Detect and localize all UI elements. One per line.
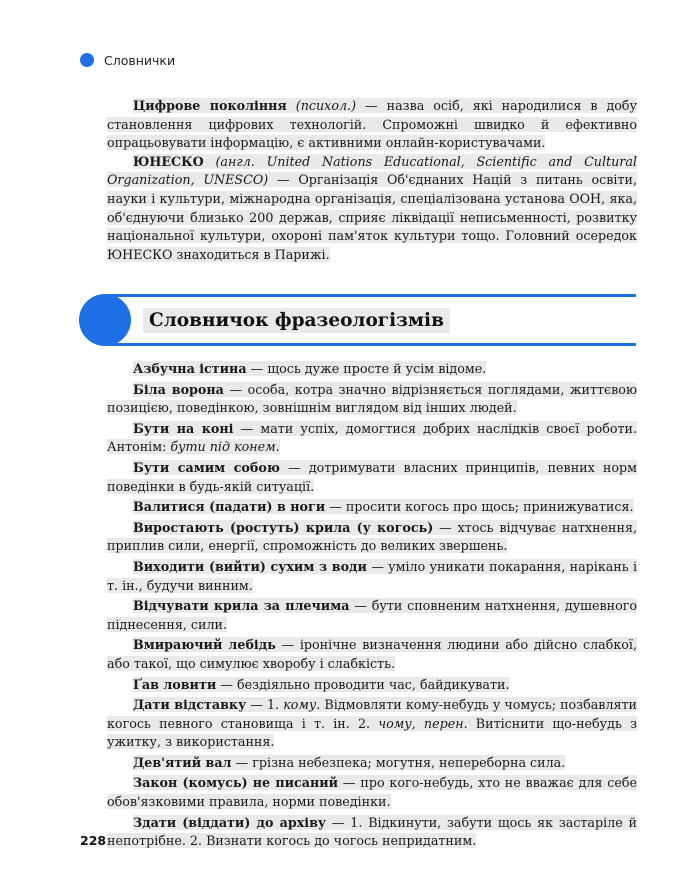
definition-term: Цифрове покоління	[133, 98, 287, 113]
phrase-text: — іронічне визначення людини або дійсно слабкої, або такої, що симулює хворобу і слабкість.	[107, 637, 638, 671]
section-rule-bottom	[108, 343, 636, 346]
definition-entry	[107, 153, 637, 265]
phrase-term: Бути на коні	[133, 420, 234, 436]
phrase-entry	[107, 420, 637, 457]
phrase-entry	[107, 636, 637, 673]
definitions-block	[107, 97, 637, 264]
phrase-entry	[107, 558, 637, 595]
phrase-entry	[107, 597, 637, 634]
phrase-text: — хтось відчуває натхнення, приплив сили, енергії, спроможність до великих звершень.	[107, 519, 638, 554]
phrase-tail: .	[275, 439, 280, 455]
phrase-entry	[107, 360, 637, 379]
definition-term: ЮНЕСКО	[133, 153, 204, 169]
phrase-tail: Відмовляти кому-небудь у чомусь; позбавляти когось певного становища і т. ін. 2.	[107, 697, 637, 731]
phrase-term: Вмираючий лебідь	[133, 637, 276, 653]
phrase-text: — про кого-небудь, хто не вважає для себе обов'язковими правила, норми поведінки.	[107, 775, 637, 810]
phrase-text: — бездіяльно проводити час, байдикувати.	[216, 676, 510, 692]
phrase-term: Валитися (падати) в ноги	[133, 499, 326, 515]
phrase-entry	[107, 459, 637, 496]
definition-entry	[107, 97, 637, 153]
phrase-entry	[107, 676, 637, 695]
section-circle-icon	[79, 294, 131, 346]
phrase-usage-note: кому.	[283, 697, 321, 713]
phrase-term: Закон (комусь) не писаний	[133, 775, 339, 791]
phrase-term: Азбучна істина	[133, 361, 247, 376]
section-title: Словничок фразеологізмів	[143, 308, 450, 333]
phrase-text: — дотримувати власних принципів, певних норм поведінки в будь-якій ситуації.	[107, 459, 638, 494]
phrase-entry	[107, 696, 637, 752]
section-rule-top	[108, 294, 636, 297]
phrase-text: — 1. Відкинути, забути щось як застаріле й непотрібне. 2. Визнати когось до чогось непридатним.	[107, 814, 637, 849]
phrase-text: — мати успіх, домогтися добрих наслідків своєї роботи. Антонім:	[107, 420, 637, 455]
phrase-text: — просити когось про щось; принижуватися.	[325, 499, 634, 515]
phrase-entry	[107, 774, 637, 811]
phrase-tail: Витіснити що-небудь з ужитку, з використання.	[107, 715, 637, 750]
phrase-term: Виходити (вийти) сухим з води	[133, 558, 367, 574]
header-bullet-icon	[80, 53, 94, 67]
phrase-entry	[107, 754, 637, 773]
phrase-term: Відчувати крила за плечима	[133, 598, 350, 614]
phrase-term: Дати відставку	[133, 697, 247, 713]
definition-note: (психол.)	[295, 98, 357, 113]
phrase-text: — уміло уникати покарання, нарікань і т. ін., будучи винним.	[107, 558, 637, 593]
definition-text: — назва осіб, які народилися в добу становлення цифрових технологій. Спроможні швидко й ефективно опрацьовувати інформацію, є активними онлайн-користувачами.	[107, 98, 637, 151]
page-number: 228	[80, 833, 107, 848]
phrase-text: — грізна небезпека; могутня, непереборна сила.	[231, 754, 566, 770]
page-header	[80, 50, 175, 70]
phrase-term: Виростають (ростуть) крила (у когось)	[133, 519, 434, 535]
phrase-entry	[107, 498, 637, 517]
phrases-block	[107, 360, 637, 853]
phrase-entry	[107, 519, 637, 556]
phrase-term: Бути самим собою	[133, 459, 280, 475]
definition-text: — Організація Об'єднаних Націй з питань освіти, науки і культури, міжнародна організація, спеціалізована установа ООН, яка, об'єднуючи близько 200 держав, сприяє ліквідації неписьменності, розвитку національної культури, охороні пам'яток культури тощо. Головний осередок ЮНЕСКО знаходиться в Парижі.	[107, 172, 637, 262]
phrase-usage-note: чому, перен.	[378, 715, 468, 731]
header-label: Словнички	[104, 52, 176, 68]
phrase-entry	[107, 814, 637, 851]
phrase-text: — бути сповненим натхнення, душевного піднесення, сили.	[107, 598, 637, 632]
phrase-text: — особа, котра значно відрізняється поглядами, життєвою позицією, поведінкою, зовнішнім виглядом від інших людей.	[107, 381, 637, 416]
phrase-antonym: бути під конем	[170, 439, 276, 455]
phrase-text: — 1.	[246, 697, 284, 713]
definition-note: (англ. United Nations Educational, Scientific and Cultural Organization, UNESCO)	[107, 153, 637, 188]
phrase-term: Дев'ятий вал	[133, 754, 232, 770]
phrase-text: — щось дуже просте й усім відоме.	[246, 361, 487, 376]
phrase-entry	[107, 381, 637, 418]
phrase-term: Біла ворона	[133, 381, 224, 397]
phrase-term: Здати (віддати) до архіву	[133, 814, 327, 830]
phrase-term: Ґав ловити	[133, 676, 217, 692]
